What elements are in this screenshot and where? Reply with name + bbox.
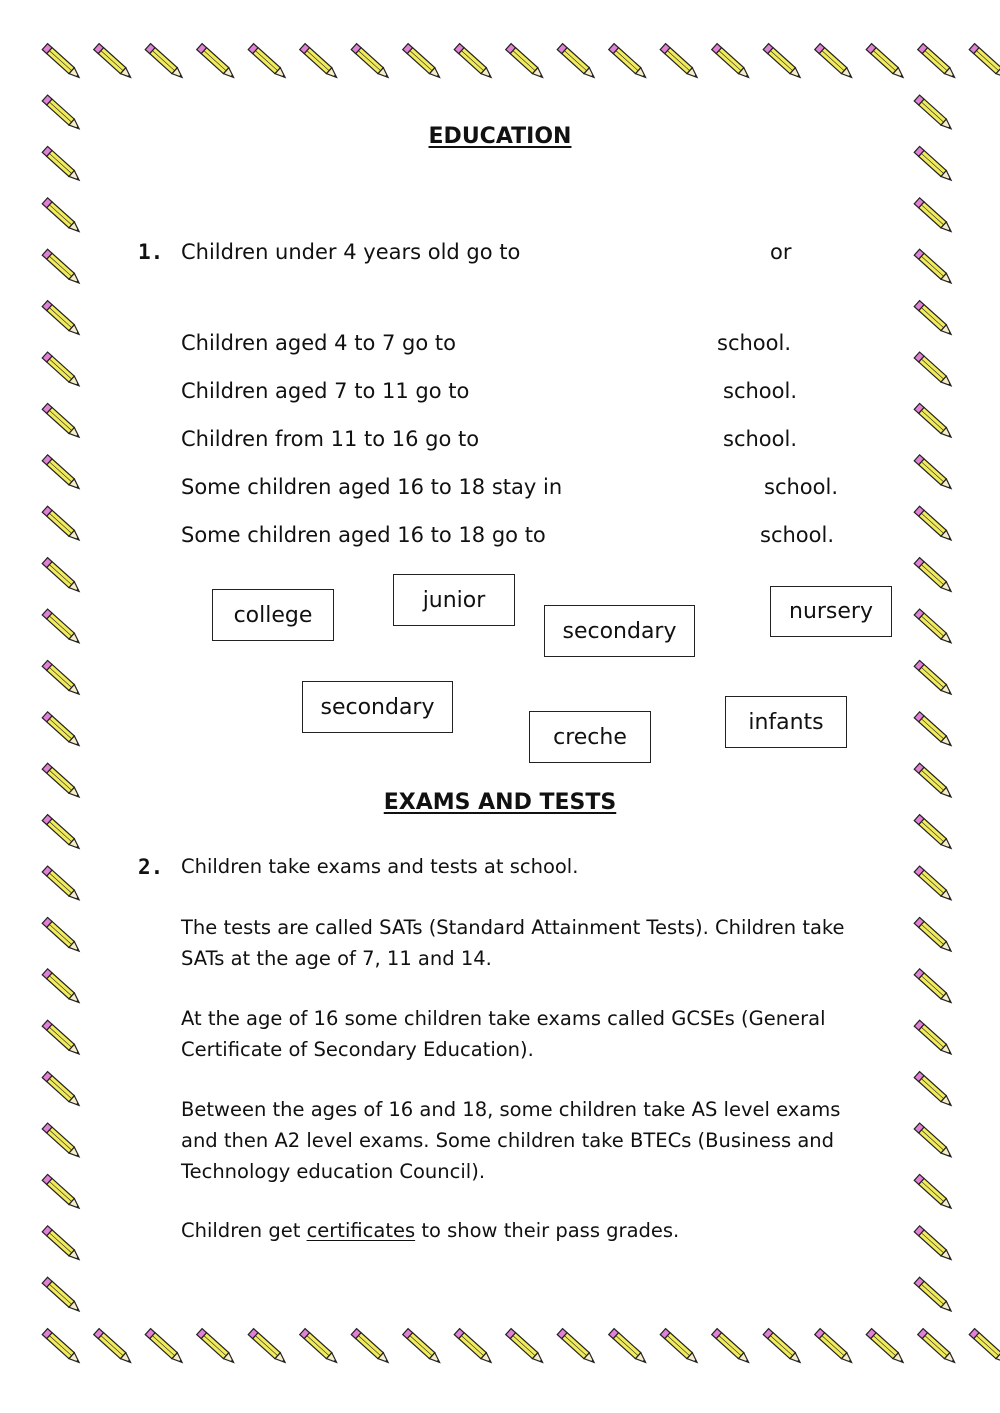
pencil-icon <box>42 866 82 903</box>
pencil-icon <box>866 44 906 81</box>
pencil-icon <box>712 44 752 81</box>
pencil-icon <box>914 352 954 389</box>
pencil-icon <box>42 455 82 492</box>
education-line-1-suffix: or <box>770 240 792 264</box>
pencil-icon <box>914 1174 954 1211</box>
pencil-icon <box>914 301 954 338</box>
pencil-icon <box>914 609 954 646</box>
word-card-nursery[interactable]: nursery <box>770 586 892 637</box>
pencil-icon <box>914 146 954 183</box>
exams-intro <box>181 851 881 882</box>
education-line-4: Children from 11 to 16 go to <box>181 427 480 451</box>
pencil-icon <box>248 1329 288 1366</box>
pencil-icon <box>42 660 82 697</box>
word-card-junior[interactable]: junior <box>393 574 515 626</box>
pencil-icon <box>42 95 82 132</box>
pencil-icon <box>42 403 82 440</box>
pencil-icon <box>300 1329 340 1366</box>
education-line-2-suffix: school. <box>717 331 792 355</box>
pencil-icon <box>42 146 82 183</box>
exams-sats-paragraph <box>181 912 881 974</box>
pencil-icon <box>42 198 82 235</box>
word-card-college[interactable]: college <box>212 589 334 641</box>
pencil-icon <box>145 1329 185 1366</box>
pencil-icon <box>42 506 82 543</box>
word-card-secondary[interactable]: secondary <box>544 605 695 657</box>
pencil-icon <box>42 969 82 1006</box>
pencil-icon <box>914 455 954 492</box>
certificates-keyword: certificates <box>306 1219 416 1242</box>
pencil-icon <box>42 1277 82 1314</box>
certificates-after: to show their pass grades. <box>415 1219 680 1242</box>
pencil-icon <box>454 1329 494 1366</box>
pencil-icon <box>914 1277 954 1314</box>
pencil-icon <box>42 1123 82 1160</box>
certificates-before: Children get <box>181 1219 307 1242</box>
pencil-icon <box>866 1329 906 1366</box>
pencil-icon <box>914 198 954 235</box>
pencil-icon <box>763 44 803 81</box>
pencil-icon <box>918 44 958 81</box>
question-number-2: 2. <box>138 855 164 879</box>
pencil-icon <box>914 95 954 132</box>
word-card-creche[interactable]: creche <box>529 711 651 763</box>
pencil-icon <box>300 44 340 81</box>
exams-intro-text: Children take exams and tests at school. <box>181 855 579 878</box>
pencil-icon <box>42 917 82 954</box>
pencil-icon <box>42 249 82 286</box>
pencil-icon <box>914 1020 954 1057</box>
pencil-icon <box>660 1329 700 1366</box>
pencil-icon <box>197 44 237 81</box>
exams-certificates-text <box>181 1215 881 1246</box>
pencil-icon <box>42 1174 82 1211</box>
education-line-3-suffix: school. <box>723 379 798 403</box>
exams-gcse-paragraph <box>181 1003 881 1065</box>
question-number-1: 1. <box>138 240 164 264</box>
pencil-icon <box>660 44 700 81</box>
pencil-icon <box>351 1329 391 1366</box>
pencil-icon <box>918 1329 958 1366</box>
pencil-icon <box>969 44 1000 81</box>
exams-alevel-text: Between the ages of 16 and 18, some children take AS level exams and then A2 level exams. Some children take BTECs (Business and Technology education Council). <box>181 1098 841 1183</box>
pencil-icon <box>815 44 855 81</box>
education-line-1: Children under 4 years old go to <box>181 240 521 264</box>
exams-certificates-paragraph <box>181 1215 881 1246</box>
pencil-icon <box>197 1329 237 1366</box>
pencil-icon <box>42 301 82 338</box>
pencil-icon <box>914 558 954 595</box>
pencil-icon <box>248 44 288 81</box>
pencil-icon <box>42 1329 82 1366</box>
pencil-icon <box>94 1329 134 1366</box>
pencil-icon <box>914 866 954 903</box>
pencil-icon <box>42 609 82 646</box>
pencil-icon <box>506 1329 546 1366</box>
pencil-icon <box>42 712 82 749</box>
pencil-icon <box>914 969 954 1006</box>
education-line-5: Some children aged 16 to 18 stay in <box>181 475 563 499</box>
pencil-icon <box>557 1329 597 1366</box>
education-title: EDUCATION <box>428 124 572 149</box>
education-line-4-suffix: school. <box>723 427 798 451</box>
pencil-icon <box>914 506 954 543</box>
pencil-icon <box>914 1123 954 1160</box>
exams-alevel-paragraph <box>181 1094 881 1187</box>
education-line-3: Children aged 7 to 11 go to <box>181 379 470 403</box>
pencil-icon <box>969 1329 1000 1366</box>
exams-gcse-text: At the age of 16 some children take exams called GCSEs (General Certificate of Secondary Education). <box>181 1007 826 1061</box>
pencil-icon <box>42 44 82 81</box>
pencil-icon <box>914 763 954 800</box>
education-line-5-suffix: school. <box>764 475 839 499</box>
pencil-icon <box>506 44 546 81</box>
word-card-infants[interactable]: infants <box>725 696 847 748</box>
pencil-icon <box>914 712 954 749</box>
pencil-icon <box>145 44 185 81</box>
pencil-icon <box>914 917 954 954</box>
pencil-icon <box>42 1020 82 1057</box>
pencil-icon <box>914 660 954 697</box>
pencil-icon <box>94 44 134 81</box>
exams-title: EXAMS AND TESTS <box>383 790 617 815</box>
education-line-6: Some children aged 16 to 18 go to <box>181 523 546 547</box>
pencil-icon <box>609 1329 649 1366</box>
pencil-icon <box>609 44 649 81</box>
education-line-6-suffix: school. <box>760 523 835 547</box>
pencil-icon <box>42 558 82 595</box>
pencil-icon <box>763 1329 803 1366</box>
pencil-icon <box>914 403 954 440</box>
pencil-icon <box>815 1329 855 1366</box>
pencil-icon <box>42 1226 82 1263</box>
pencil-icon <box>712 1329 752 1366</box>
pencil-icon <box>42 1072 82 1109</box>
pencil-icon <box>42 815 82 852</box>
pencil-icon <box>914 249 954 286</box>
exams-sats-text: The tests are called SATs (Standard Attainment Tests). Children take SATs at the age of 7, 11 and 14. <box>181 916 845 970</box>
pencil-icon <box>557 44 597 81</box>
pencil-icon <box>42 763 82 800</box>
education-line-2: Children aged 4 to 7 go to <box>181 331 456 355</box>
pencil-icon <box>914 1226 954 1263</box>
pencil-icon <box>454 44 494 81</box>
pencil-icon <box>914 815 954 852</box>
pencil-icon <box>914 1072 954 1109</box>
pencil-icon <box>42 352 82 389</box>
pencil-icon <box>403 1329 443 1366</box>
pencil-icon <box>351 44 391 81</box>
word-card-secondary-2[interactable]: secondary <box>302 681 453 733</box>
pencil-icon <box>403 44 443 81</box>
